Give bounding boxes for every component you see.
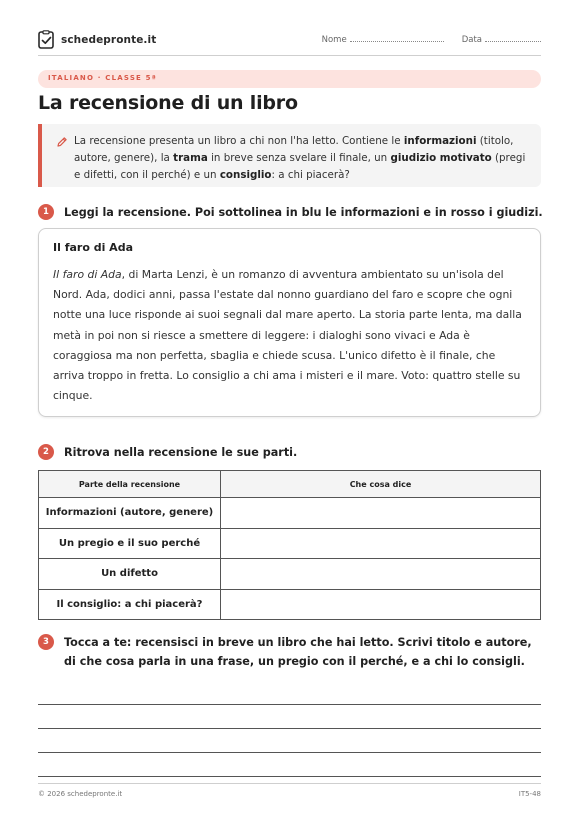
page-title: La recensione di un libro [38,92,298,114]
keyword-trama: trama [173,152,208,164]
row-label: Un pregio e il suo perché [39,528,221,559]
site-name: schedepronte.it [61,33,157,46]
checklist-icon [38,30,55,49]
answer-cell[interactable] [221,498,541,529]
question-number: 2 [38,444,54,460]
subject-label: ITALIANO · CLASSE 5ª [48,74,157,82]
name-date-fields [322,34,541,45]
logo [38,30,156,49]
row-label: Il consiglio: a chi piacerà? [39,589,221,620]
date-line[interactable] [485,34,541,42]
review-card [38,228,541,417]
copyright: © 2026 schedepronte.it [38,790,123,798]
name-field[interactable] [322,34,444,45]
row-label: Informazioni (autore, genere) [39,498,221,529]
question-text: Tocca a te: recensisci in breve un libro che hai letto. Scrivi titolo e autore, di che cosa parla in una frase, un pregio con il perché, e a chi lo consigli. [64,636,532,668]
question-3 [38,633,541,671]
table-header-row [39,471,541,498]
writing-line[interactable] [38,776,541,777]
review-title: Il faro di Ada [53,241,133,254]
table-row [39,498,541,529]
writing-line[interactable] [38,752,541,753]
answer-cell[interactable] [221,528,541,559]
question-number: 3 [38,634,54,650]
review-text[interactable]: Il faro di Ada, di Marta Lenzi, è un romanzo di avventura ambientato su un'isola del Nord. Ada, dodici anni, passa l'estate dal nonno guardiano del faro e scopre che ogni notte una luce risponde ai suoi segnali dal mare aperto. La storia parte lenta, ma dalla metà in poi non si riesce a smettere di leggere: i dialoghi sono vivaci e Ada è coraggiosa ma non perfetta, sbaglia e chiede scusa. L'unico difetto è il finale, che arriva troppo in fretta. Lo consiglio a chi ama i misteri e il mare. Voto: quattro stelle su cinque. [53,268,522,403]
name-line[interactable] [350,34,444,42]
column-header: Che cosa dice [221,471,541,498]
subject-bar [38,70,541,88]
question-text: Ritrova nella recensione le sue parti. [64,446,298,459]
pencil-icon [56,136,68,148]
question-number: 1 [38,204,54,220]
table-row [39,559,541,590]
question-2 [38,443,297,462]
name-label: Nome [321,35,347,45]
row-label: Un difetto [39,559,221,590]
parts-table [38,470,541,620]
page-header [38,30,541,56]
question-text: Leggi la recensione. Poi sottolinea in blu le informazioni e in rosso i giudizi. [64,206,543,219]
page-footer [38,783,541,798]
date-label: Data [461,35,482,45]
table-row [39,589,541,620]
worksheet-code: IT5-48 [518,790,541,798]
writing-line[interactable] [38,704,541,705]
column-header: Parte della recensione [39,471,221,498]
info-box [38,124,541,187]
date-field[interactable] [462,34,541,45]
writing-line[interactable] [38,728,541,729]
answer-cell[interactable] [221,559,541,590]
keyword-giudizio: giudizio motivato [390,152,492,164]
keyword-informazioni: informazioni [403,135,477,147]
table-row [39,528,541,559]
answer-cell[interactable] [221,589,541,620]
info-text: La recensione presenta un libro a chi non l'ha letto. Contiene le informazioni (titolo, autore, genere), la trama in breve senza svelare il finale, un giudizio motivato (pregi e difetti, con il perché) e un consiglio: a chi piacerà? [74,135,526,181]
question-1 [38,203,543,222]
book-title: Il faro di Ada [53,268,122,281]
keyword-consiglio: consiglio [219,169,272,181]
